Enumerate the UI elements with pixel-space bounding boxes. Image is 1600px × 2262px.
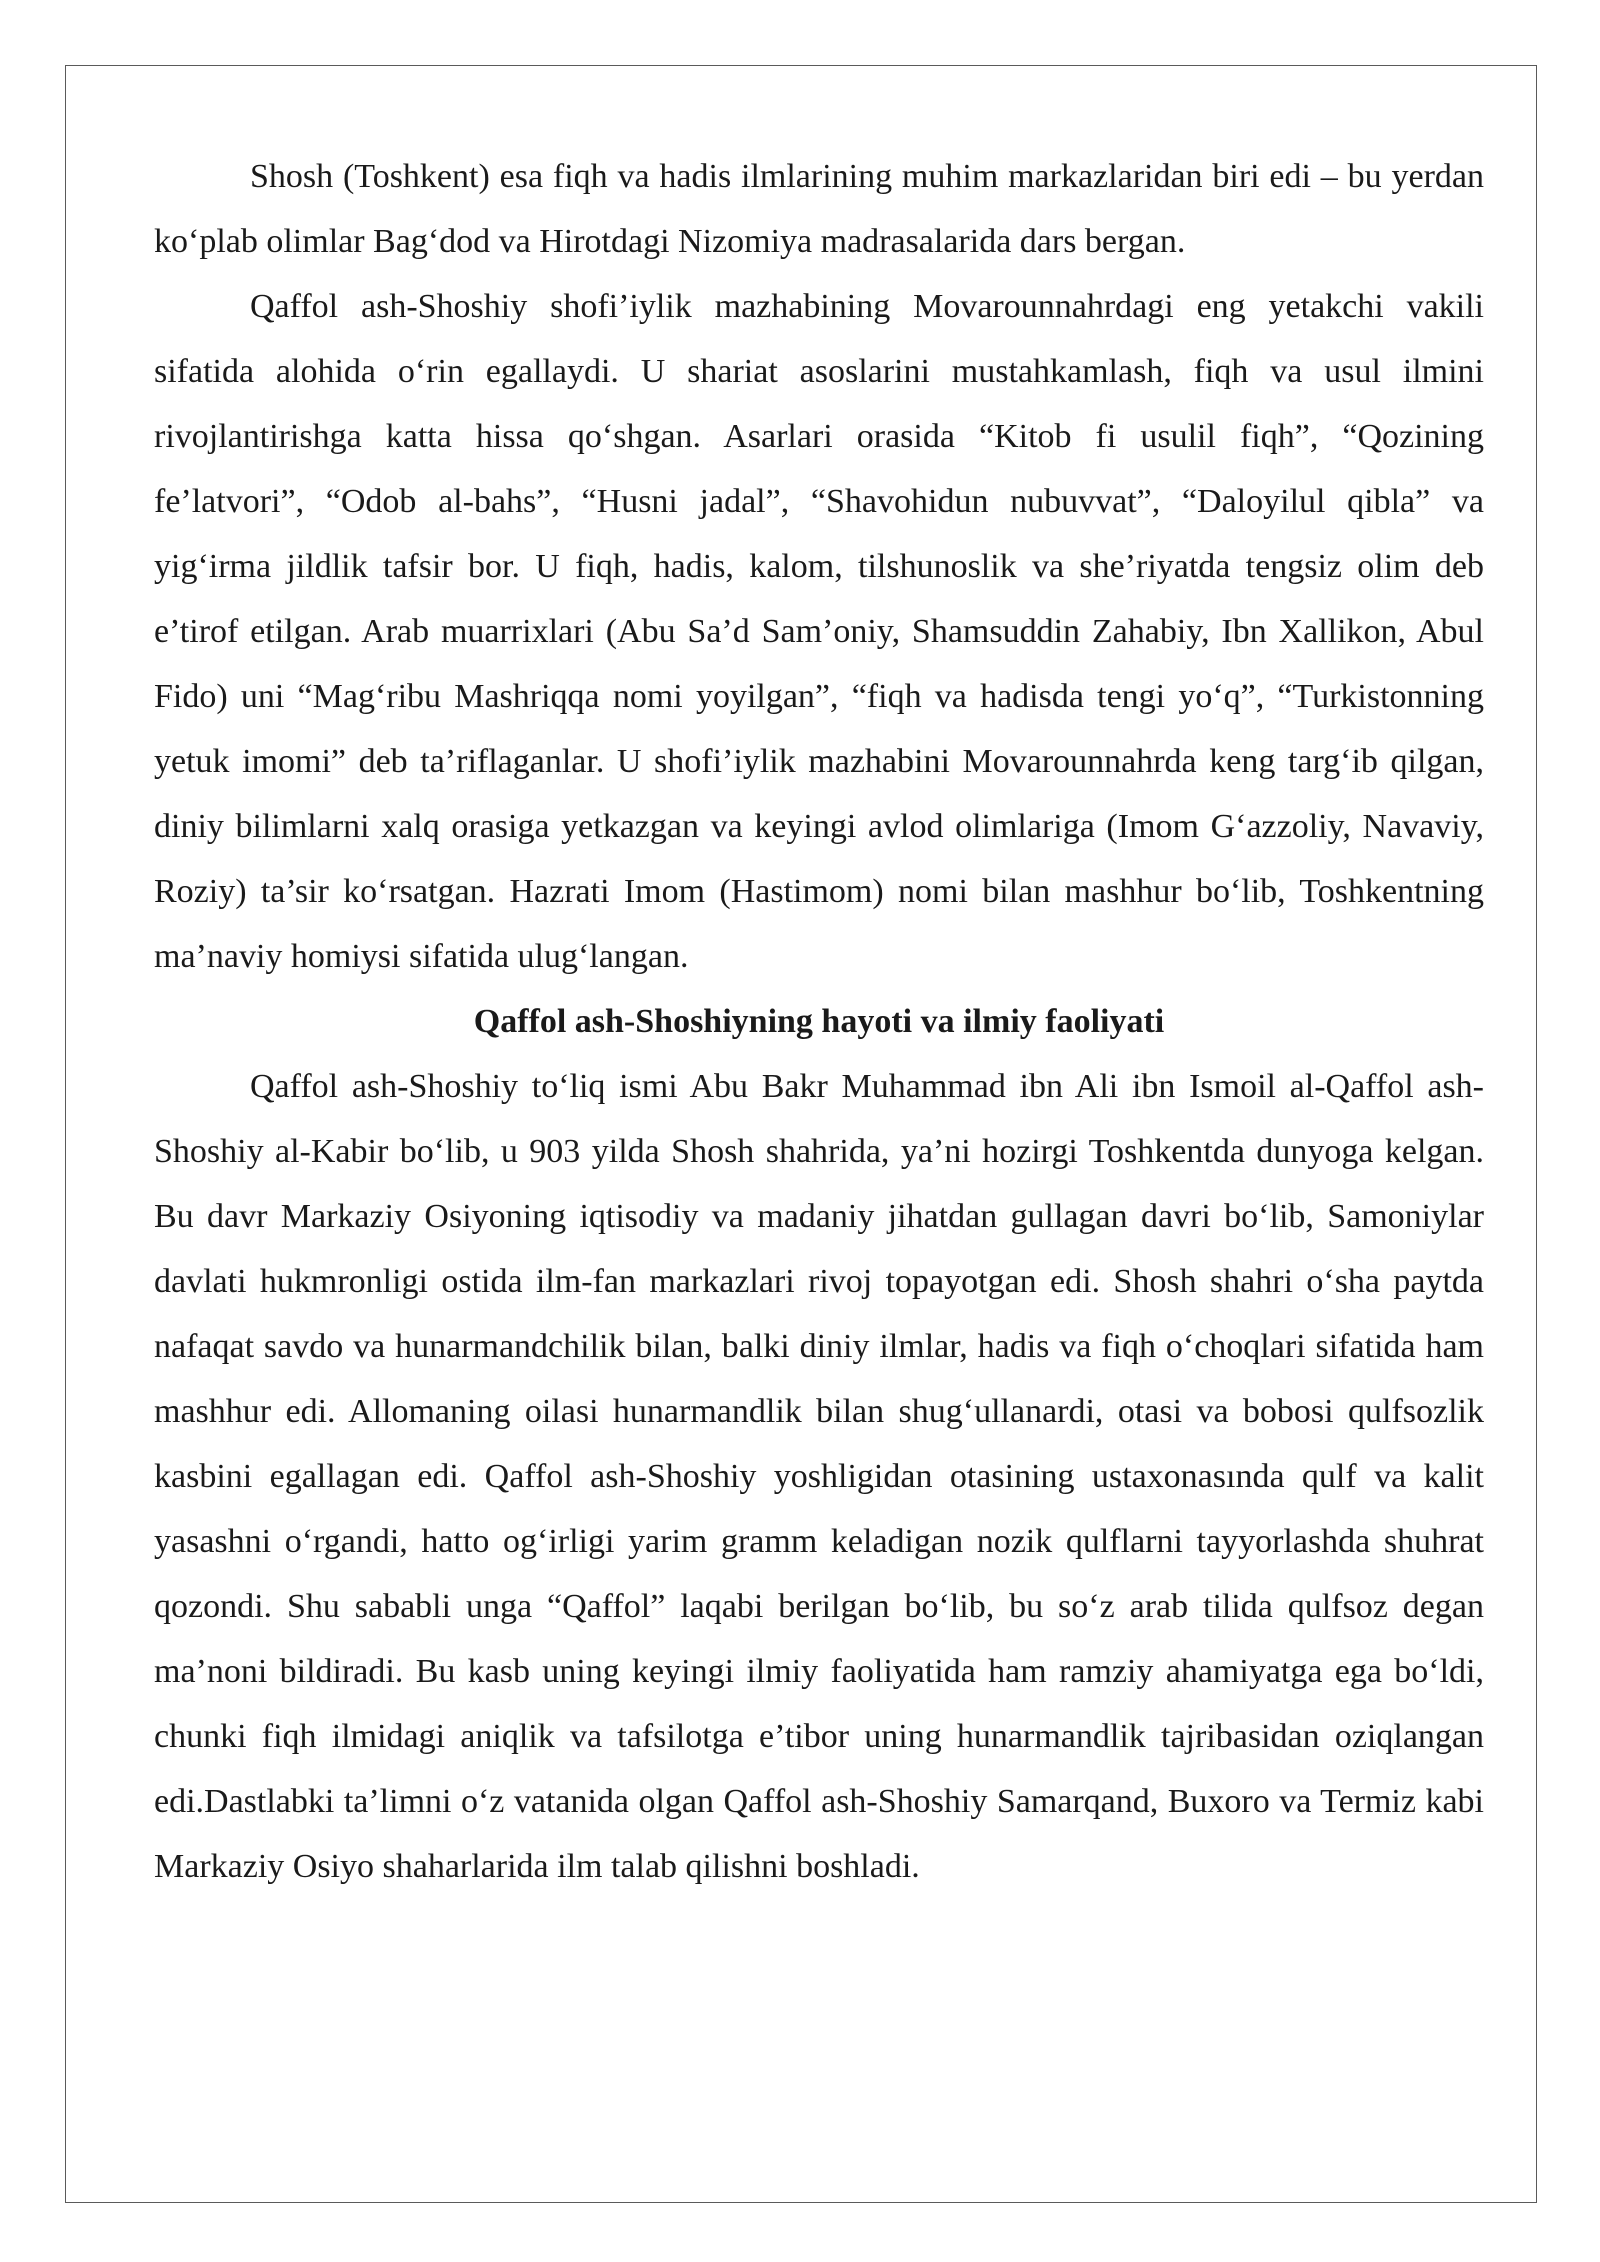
paragraph-qaffol-biography: Qaffol ash-Shoshiy to‘liq ismi Abu Bakr Muhammad ibn Ali ibn Ismoil al-Qaffol ash-Shoshiy al-Kabir bo‘lib, u 903 yilda Shosh shahrida, ya’ni hozirgi Toshkentda dunyoga kelgan. Bu davr Markaziy Osiyoning iqtisodiy va madaniy jihatdan gullagan davri bo‘lib, Samoniylar davlati hukmronligi ostida ilm-fan markazlari rivoj topayotgan edi. Shosh shahri o‘sha paytda nafaqat savdo va hunarmandchilik bilan, balki diniy ilmlar, hadis va fiqh o‘choqlari sifatida ham mashhur edi. Allomaning oilasi hunarmandlik bilan shug‘ullanardi, otasi va bobosi qulfsozlik kasbini egallagan edi. Qaffol ash-Shoshiy yoshligidan otasining ustaxonasında qulf va kalit yasashni o‘rgandi, hatto og‘irligi yarim gramm keladigan nozik qulflarni tayyorlashda shuhrat qozondi. Shu sababli unga “Qaffol” laqabi berilgan bo‘lib, bu so‘z arab tilida qulfsoz degan ma’noni bildiradi. Bu kasb uning keyingi ilmiy faoliyatida ham ramziy ahamiyatga ega bo‘ldi, chunki fiqh ilmidagi aniqlik va tafsilotga e’tibor uning hunarmandlik tajribasidan oziqlangan edi.Dastlabki ta’limni o‘z vatanida olgan Qaffol ash-Shoshiy Samarqand, Buxoro va Termiz kabi Markaziy Osiyo shaharlarida ilm talab qilishni boshladi. bbox=[154, 1068, 1484, 1885]
paragraph-shosh-center: Shosh (Toshkent) esa fiqh va hadis ilmlarining muhim markazlaridan biri edi – bu yerdan ko‘plab olimlar Bag‘dod va Hirotdagi Nizomiya madrasalarida dars bergan. bbox=[154, 158, 1484, 260]
paragraph-qaffol-mazhab: Qaffol ash-Shoshiy shofi’iylik mazhabining Movarounnahrdagi eng yetakchi vakili sifatida alohida o‘rin egallaydi. U shariat asoslarini mustahkamlash, fiqh va usul ilmini rivojlantirishga katta hissa qo‘shgan. Asarlari orasida “Kitob fi usulil fiqh”, “Qozining fe’latvori”, “Odob al-bahs”, “Husni jadal”, “Shavohidun nubuvvat”, “Daloyilul qibla” va yig‘irma jildlik tafsir bor. U fiqh, hadis, kalom, tilshunoslik va she’riyatda tengsiz olim deb e’tirof etilgan. Arab muarrixlari (Abu Sa’d Sam’oniy, Shamsuddin Zahabiy, Ibn Xallikon, Abul Fido) uni “Mag‘ribu Mashriqqa nomi yoyilgan”, “fiqh va hadisda tengi yo‘q”, “Turkistonning yetuk imomi” deb ta’riflaganlar. U shofi’iylik mazhabini Movarounnahrda keng targ‘ib qilgan, diniy bilimlarni xalq orasiga yetkazgan va keyingi avlod olimlariga (Imom G‘azzoliy, Navaviy, Roziy) ta’sir ko‘rsatgan. Hazrati Imom (Hastimom) nomi bilan mashhur bo‘lib, Toshkentning ma’naviy homiysi sifatida ulug‘langan. bbox=[154, 288, 1484, 975]
section-heading: Qaffol ash-Shoshiyning hayoti va ilmiy faoliyati bbox=[473, 1003, 1165, 1040]
document-body bbox=[154, 144, 1484, 1899]
